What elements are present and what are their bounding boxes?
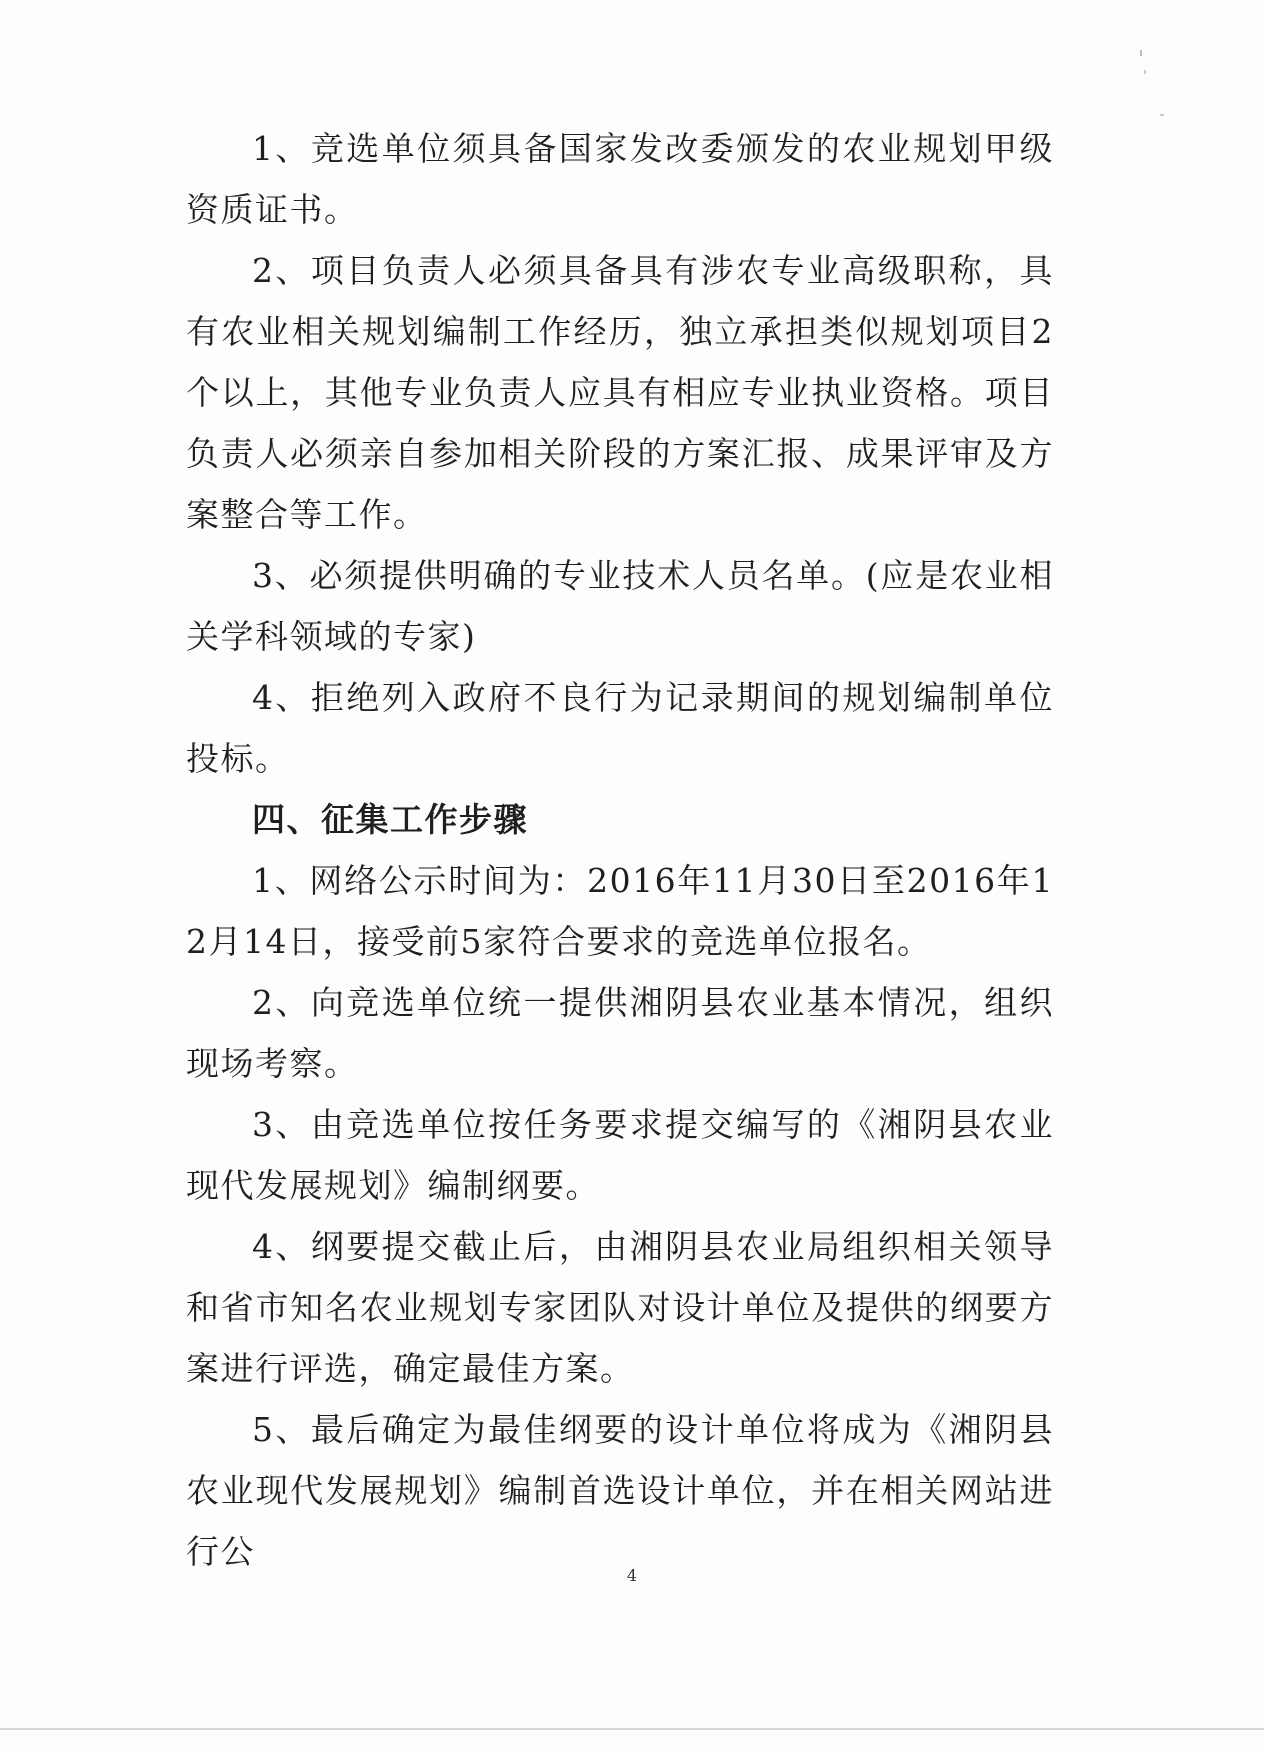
requirement-paragraph-2: 2、项目负责人必须具备具有涉农专业高级职称，具有农业相关规划编制工作经历，独立承担类似规划项目2个以上，其他专业负责人应具有相应专业执业资格。项目负责人必须亲自参加相关阶段的方案汇报、成果评审及方案整合等工作。 xyxy=(186,251,1054,534)
step-paragraph-1: 1、网络公示时间为：2016年11月30日至2016年12月14日，接受前5家符合要求的竞选单位报名。 xyxy=(186,861,1054,961)
requirement-paragraph-1: 1、竞选单位须具备国家发改委颁发的农业规划甲级资质证书。 xyxy=(186,129,1054,229)
step-paragraph-5: 5、最后确定为最佳纲要的设计单位将成为《湘阴县农业现代发展规划》编制首选设计单位，并在相关网站进行公 xyxy=(186,1410,1054,1571)
step-paragraph-2: 2、向竞选单位统一提供湘阴县农业基本情况，组织现场考察。 xyxy=(186,983,1054,1083)
step-paragraph-3: 3、由竞选单位按任务要求提交编写的《湘阴县农业现代发展规划》编制纲要。 xyxy=(186,1105,1054,1205)
scan-speck xyxy=(1160,114,1164,116)
scan-speck xyxy=(1140,50,1142,56)
page-number: 4 xyxy=(626,1566,638,1585)
scan-speck xyxy=(1144,70,1146,74)
step-paragraph-4: 4、纲要提交截止后，由湘阴县农业局组织相关领导和省市知名农业规划专家团队对设计单位及提供的纲要方案进行评选，确定最佳方案。 xyxy=(186,1227,1054,1388)
requirement-paragraph-3: 3、必须提供明确的专业技术人员名单。(应是农业相关学科领域的专家) xyxy=(186,556,1054,656)
requirement-paragraph-4: 4、拒绝列入政府不良行为记录期间的规划编制单位投标。 xyxy=(186,678,1054,778)
section-heading: 四、征集工作步骤 xyxy=(252,800,528,839)
document-body xyxy=(186,118,1054,1582)
scan-edge-line xyxy=(0,1728,1264,1730)
